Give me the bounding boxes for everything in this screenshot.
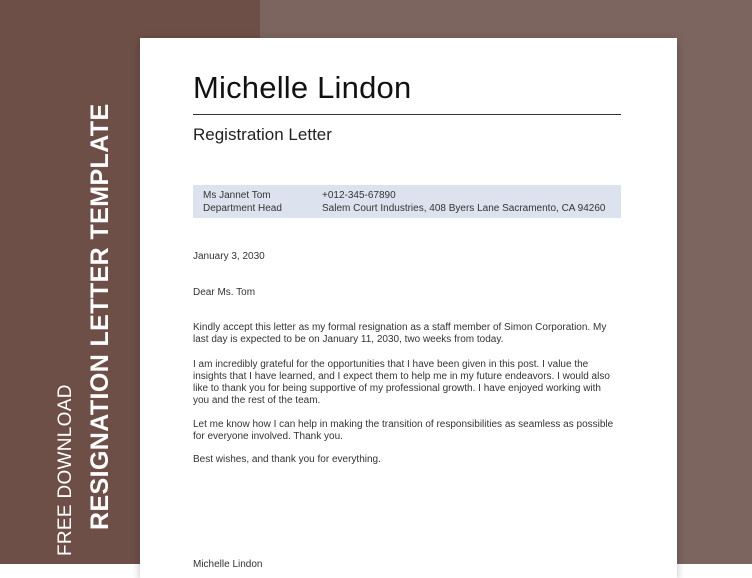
letter-signature-name: Michelle Lindon: [193, 559, 263, 570]
recipient-info-box: [193, 185, 621, 218]
side-banner-line2: RESIGNATION LETTER TEMPLATE: [86, 103, 114, 530]
letter-date: January 3, 2030: [193, 251, 265, 262]
recipient-address: Salem Court Industries, 408 Byers Lane Sacramento, CA 94260: [322, 203, 606, 214]
letter-sender-name: Michelle Lindon: [193, 70, 412, 105]
letter-page: [140, 38, 677, 578]
letter-paragraph: I am incredibly grateful for the opportunities that I have been given in this post. I value the insights that I have learned, and I expect them to help me in my future endeavors. I would also like to thank you for being supportive of my professional growth. I have enjoyed working with you and the rest of the team.: [193, 359, 610, 406]
letter-subtitle: Registration Letter: [193, 125, 332, 144]
letter-salutation: Dear Ms. Tom: [193, 287, 256, 298]
side-banner-line1: FREE DOWNLOAD: [55, 384, 76, 556]
letter-closing: Best wishes, and thank you for everything.: [193, 454, 381, 465]
recipient-title: Department Head: [203, 203, 282, 214]
header-divider: [193, 114, 621, 115]
letter-paragraph: Let me know how I can help in making the transition of responsibilities as seamless as possible for everyone involved. Thank you.: [193, 419, 614, 442]
recipient-phone: +012-345-67890: [322, 190, 396, 201]
recipient-name: Ms Jannet Tom: [203, 190, 271, 201]
letter-paragraph: Kindly accept this letter as my formal resignation as a staff member of Simon Corporation. My last day is expected to be on January 11, 2030, two weeks from today.: [193, 322, 607, 345]
